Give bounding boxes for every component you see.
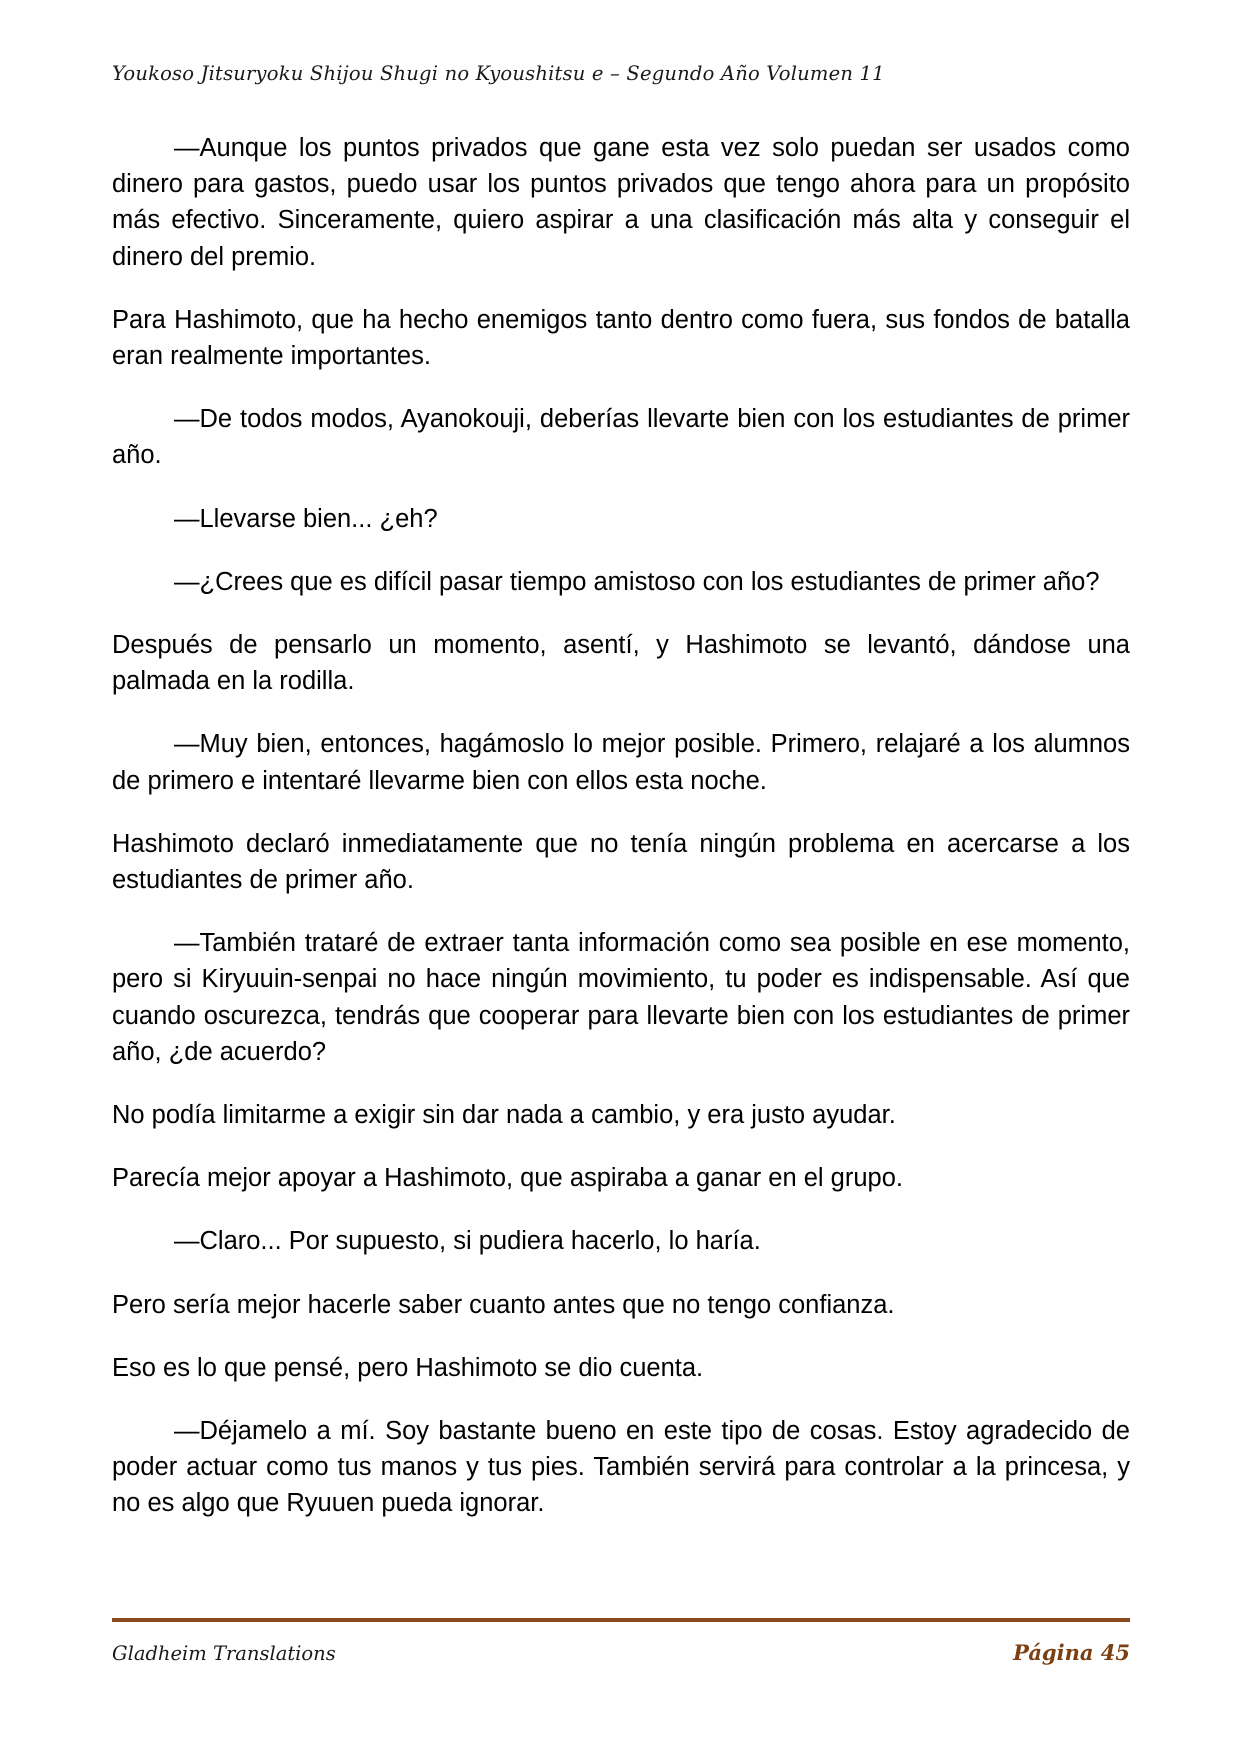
body-paragraph: —¿Crees que es difícil pasar tiempo amistoso con los estudiantes de primer año? bbox=[174, 567, 1100, 596]
footer-divider bbox=[112, 1618, 1130, 1622]
body-paragraph: Hashimoto declaró inmediatamente que no tenía ningún problema en acercarse a los estudiantes de primer año. bbox=[112, 829, 1130, 895]
body-paragraph: Después de pensarlo un momento, asentí, y Hashimoto se levantó, dándose una palmada en la rodilla. bbox=[112, 631, 1130, 696]
body-paragraph: Parecía mejor apoyar a Hashimoto, que aspiraba a ganar en el grupo. bbox=[112, 1164, 903, 1193]
body-paragraph: —También trataré de extraer tanta información como sea posible en ese momento, pero si Kiryuuin-senpai no hace ningún movimiento, tu poder es indispensable. Así que cuando oscurezca, tendrás que cooperar para llevarte bien con los estudiantes de primer año, ¿de acuerdo? bbox=[112, 929, 1130, 1066]
footer-page-number: Página 45 bbox=[1013, 1640, 1130, 1665]
body-paragraph: —Llevarse bien... ¿eh? bbox=[174, 504, 438, 533]
body-paragraph: —Déjamelo a mí. Soy bastante bueno en este tipo de cosas. Estoy agradecido de poder actuar como tus manos y tus pies. También servirá para controlar a la princesa, y no es algo que Ryuuen pueda ignorar. bbox=[112, 1417, 1130, 1518]
body-paragraph: —Aunque los puntos privados que gane esta vez solo puedan ser usados como dinero para gastos, puedo usar los puntos privados que tengo ahora para un propósito más efectivo. Sinceramente, quiero aspirar a una clasificación más alta y conseguir el dinero del premio. bbox=[112, 134, 1130, 271]
footer-translator-credit: Gladheim Translations bbox=[112, 1642, 336, 1665]
page-footer bbox=[112, 1640, 1130, 1665]
body-paragraph: No podía limitarme a exigir sin dar nada a cambio, y era justo ayudar. bbox=[112, 1101, 896, 1130]
page-body bbox=[112, 130, 1130, 1522]
body-paragraph: —Claro... Por supuesto, si pudiera hacerlo, lo haría. bbox=[174, 1227, 761, 1256]
body-paragraph: —Muy bien, entonces, hagámoslo lo mejor posible. Primero, relajaré a los alumnos de primero e intentaré llevarme bien con ellos esta noche. bbox=[112, 730, 1130, 795]
body-paragraph: Para Hashimoto, que ha hecho enemigos tanto dentro como fuera, sus fondos de batalla eran realmente importantes. bbox=[112, 305, 1130, 371]
page-header: Youkoso Jitsuryoku Shijou Shugi no Kyoushitsu e – Segundo Año Volumen 11 bbox=[112, 62, 885, 85]
body-paragraph: Eso es lo que pensé, pero Hashimoto se dio cuenta. bbox=[112, 1353, 704, 1382]
body-paragraph: Pero sería mejor hacerle saber cuanto antes que no tengo confianza. bbox=[112, 1290, 895, 1319]
body-paragraph: —De todos modos, Ayanokouji, deberías llevarte bien con los estudiantes de primer año. bbox=[112, 405, 1130, 470]
